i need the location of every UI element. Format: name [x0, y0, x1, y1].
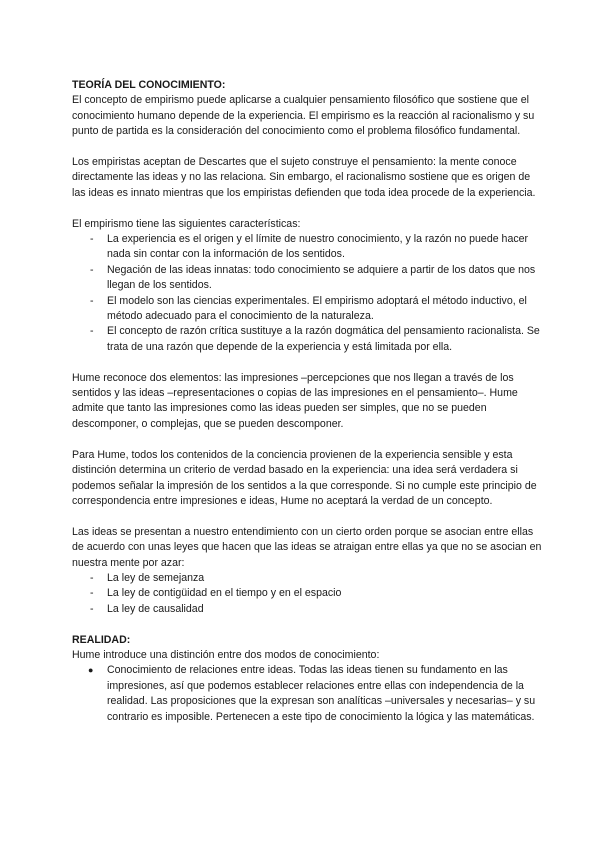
modos-list	[72, 663, 544, 725]
list-item: ● Conocimiento de relaciones entre ideas. Todas las ideas tienen su fundamento en las impresiones, así que podemos establecer relaciones entre ellas con independencia de la realidad. Las proposiciones que la expresan son analíticas –universales y necesarias– y su contrario es imposible. Pertenecen a este tipo de conocimiento la lógica y las matemáticas.	[72, 663, 544, 725]
paragraph-gap	[72, 617, 544, 632]
paragraph-gap	[72, 140, 544, 155]
list-item: - El concepto de razón crítica sustituye a la razón dogmática del pensamiento racionalista. Se trata de una razón que depende de la experiencia y está limitada por ella.	[72, 324, 544, 355]
list-item: - La ley de semejanza	[72, 571, 544, 586]
list-item: - La ley de causalidad	[72, 602, 544, 617]
paragraph-gap	[72, 355, 544, 370]
caracteristicas-list	[72, 232, 544, 355]
paragraph-empiristas-descartes: Los empiristas aceptan de Descartes que el sujeto construye el pensamiento: la mente conoce directamente las ideas y no las relaciona. Sin embargo, el racionalismo sostiene que es origen de las ideas es innato mientras que los empiristas defienden que toda idea procede de la experiencia.	[72, 156, 536, 199]
paragraph-caracteristicas-intro: El empirismo tiene las siguientes características:	[72, 217, 301, 230]
paragraph-hume-elementos: Hume reconoce dos elementos: las impresiones –percepciones que nos llegan a través de los sentidos y las ideas –representaciones o copias de las impresiones en el pensamiento–. Hume admite que tanto las impresiones como las ideas pueden ser simples, que no se pueden descomponer, o complejas, que se pueden descomponer.	[72, 371, 518, 430]
paragraph-hume-verdad: Para Hume, todos los contenidos de la conciencia provienen de la experiencia sensible y esta distinción determina un criterio de verdad basado en la experiencia: una idea será verdadera si podemos señalar la impresión de los sentidos a la que corresponde. Si no cumple este principio de correspondencia entre impresiones e ideas, Hume no aceptará la verdad de un concepto.	[72, 448, 537, 507]
leyes-list	[72, 571, 544, 617]
list-item: - La experiencia es el origen y el límite de nuestro conocimiento, y la razón no puede hacer nada sin contar con la información de los sentidos.	[72, 232, 544, 263]
paragraph-modos-conocimiento: Hume introduce una distinción entre dos modos de conocimiento:	[72, 648, 380, 661]
section-heading-teoria: TEORÍA DEL CONOCIMIENTO:	[72, 79, 226, 91]
paragraph-empirismo-intro: El concepto de empirismo puede aplicarse a cualquier pensamiento filosófico que sostiene que el conocimiento humano depende de la experiencia. El empirismo es la reacción al racionalismo y su punto de partida es la consideración del conocimiento como el problema filosófico fundamental.	[72, 94, 535, 138]
paragraph-gap	[72, 201, 544, 216]
section-heading-realidad: REALIDAD:	[72, 633, 131, 646]
paragraph-asociacion-ideas: Las ideas se presentan a nuestro entendimiento con un cierto orden porque se asocian entre ellas de acuerdo con unas leyes que hacen que las ideas se atraigan entre ellas ya que no se asocian en nuestra mente por azar:	[72, 525, 542, 569]
list-item: - El modelo son las ciencias experimentales. El empirismo adoptará el método inductivo, el método adecuado para el conocimiento de la naturaleza.	[72, 294, 544, 325]
list-item: - Negación de las ideas innatas: todo conocimiento se adquiere a partir de los datos que nos llegan de los sentidos.	[72, 263, 544, 294]
list-item: - La ley de contigüidad en el tiempo y en el espacio	[72, 586, 544, 601]
paragraph-gap	[72, 509, 544, 524]
paragraph-gap	[72, 432, 544, 447]
